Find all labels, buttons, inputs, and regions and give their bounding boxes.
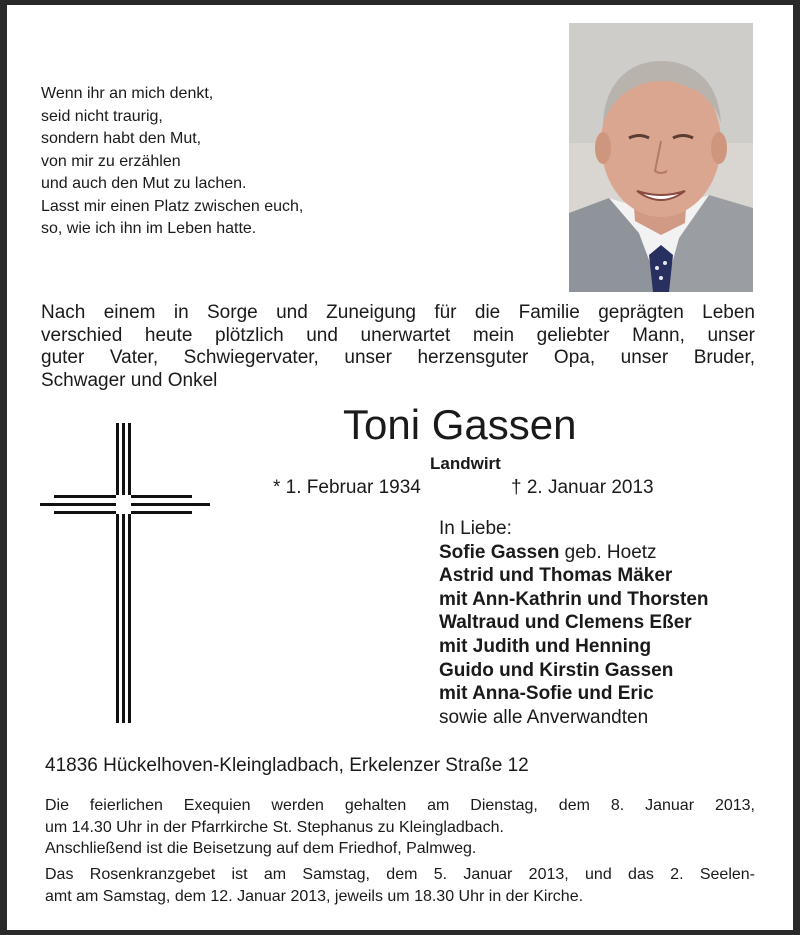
- address: 41836 Hückelhoven-Kleingladbach, Erkelenzer Straße 12: [45, 755, 529, 776]
- deceased-profession: Landwirt: [430, 454, 501, 473]
- poem-line: so, wie ich ihn im Leben hatte.: [41, 220, 257, 237]
- portrait-photo: [569, 23, 753, 292]
- family-line: Guido und Kirstin Gassen: [439, 659, 674, 681]
- family-name-bold: Sofie Gassen: [439, 541, 560, 563]
- notice-line: um 14.30 Uhr in der Pfarrkirche St. Stephanus zu Kleingladbach.: [45, 818, 504, 836]
- intro-line: Schwager und Onkel: [41, 369, 218, 391]
- rosary-notice: [45, 864, 755, 907]
- poem: [41, 83, 303, 241]
- poem-line: Lasst mir einen Platz zwischen euch,: [41, 197, 304, 215]
- family-closing: sowie alle Anverwandten: [439, 706, 649, 728]
- family-line: mit Anna-Sofie und Eric: [439, 683, 654, 705]
- funeral-notice: [45, 795, 755, 860]
- family-line: mit Judith und Henning: [439, 635, 652, 657]
- family-line: mit Ann-Kathrin und Thorsten: [439, 588, 709, 610]
- poem-line: und auch den Mut zu lachen.: [41, 175, 247, 192]
- family-line: Waltraud und Clemens Eßer: [439, 612, 692, 634]
- birth-date: * 1. Februar 1934: [273, 477, 421, 498]
- poem-line: Wenn ihr an mich denkt,: [41, 85, 214, 102]
- intro-line: guter Vater, Schwiegervater, unser herzensguter Opa, unser Bruder,: [41, 347, 755, 368]
- cross-icon: [40, 423, 210, 728]
- notice-line: Anschließend ist die Beisetzung auf dem Friedhof, Palmweg.: [45, 840, 477, 857]
- notice-line: Das Rosenkranzgebet ist am Samstag, dem 5. Januar 2013, und das 2. Seelen-: [45, 866, 755, 883]
- deceased-name: Toni Gassen: [343, 401, 577, 448]
- notice-line: amt am Samstag, dem 12. Januar 2013, jeweils um 18.30 Uhr in der Kirche.: [45, 887, 584, 905]
- family-list: [439, 517, 709, 729]
- intro-text: [41, 302, 755, 392]
- poem-line: seid nicht traurig,: [41, 107, 163, 125]
- poem-line: sondern habt den Mut,: [41, 130, 202, 147]
- intro-line: Nach einem in Sorge und Zuneigung für die Familie geprägten Leben: [41, 302, 755, 323]
- family-line: Astrid und Thomas Mäker: [439, 565, 673, 587]
- obituary-card: [7, 5, 793, 930]
- death-date: † 2. Januar 2013: [511, 477, 654, 498]
- family-line: [439, 541, 709, 565]
- notice-line: Die feierlichen Exequien werden gehalten am Dienstag, dem 8. Januar 2013,: [45, 797, 755, 814]
- intro-line: verschied heute plötzlich und unerwartet mein geliebter Mann, unser: [41, 324, 755, 346]
- family-heading: In Liebe:: [439, 518, 512, 539]
- family-name-rest: geb. Hoetz: [559, 541, 657, 563]
- poem-line: von mir zu erzählen: [41, 152, 181, 170]
